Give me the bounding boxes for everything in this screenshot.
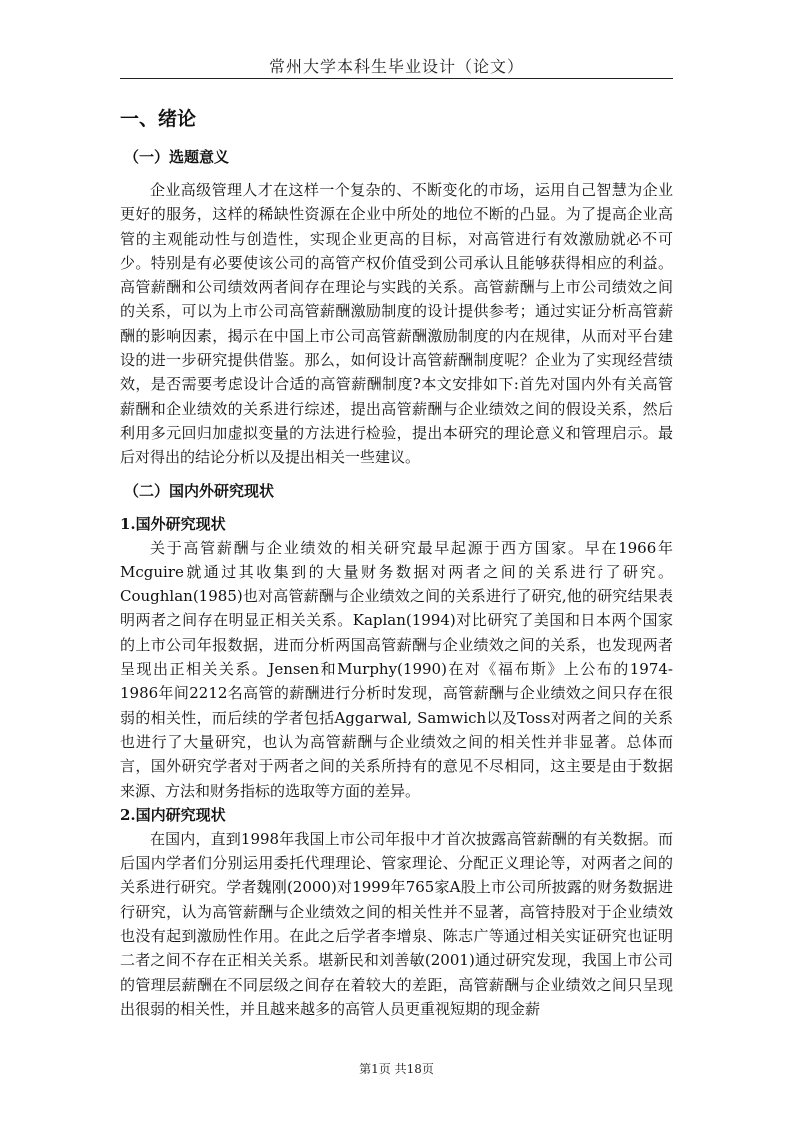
significance-paragraph: 企业高级管理人才在这样一个复杂的、不断变化的市场，运用自己智慧为企业更好的服务，这样的稀缺性资源在企业中所处的地位不断的凸显。为了提高企业高管的主观能动性与创造性，实现企业更高的目标，对高管进行有效激励就必不可少。特别是有必要使该公司的高管产权价值受到公司承认且能够获得相应的利益。高管薪酬和公司绩效两者间存在理论与实践的关系。高管薪酬与上市公司绩效之间的关系，可以为上市公司高管薪酬激励制度的设计提供参考；通过实证分析高管薪酬的影响因素，揭示在中国上市公司高管薪酬激励制度的内在规律，从而对平台建设的进一步研究提供借鉴。那么，如何设计高管薪酬制度呢？企业为了实现经营绩效，是否需要考虑设计合适的高管薪酬制度?本文安排如下:首先对国内外有关高管薪酬和企业绩效的关系进行综述，提出高管薪酬与企业绩效之间的假设关系，然后利用多元回归加虚拟变量的方法进行检验，提出本研究的理论意义和管理启示。最后对得出的结论分析以及提出相关一些建议。: [120, 181, 673, 467]
page-footer: 第1页 共18页: [359, 1062, 434, 1076]
page-header: 常州大学本科生毕业设计（论文）: [268, 57, 524, 76]
heading-foreign-research: 1.国外研究现状: [120, 514, 226, 533]
subsection-heading-research-status: （二）国内外研究现状: [124, 481, 275, 500]
domestic-research-paragraph: 在国内，直到1998年我国上市公司年报中才首次披露高管薪酬的有关数据。而后国内学者们分别运用委托代理理论、管家理论、分配正义理论等，对两者之间的关系进行研究。学者魏刚(2000)对1999年765家A股上市公司所披露的财务数据进行研究，认为高管薪酬与企业绩效之间的相关性并不显著，高管持股对于企业绩效也没有起到激励性作用。在此之后学者李增泉、陈志广等通过相关实证研究也证明二者之间不存在正相关关系。堪新民和刘善敏(2001)通过研究发现，我国上市公司的管理层薪酬在不同层级之间存在着较大的差距，高管薪酬与企业绩效之间只呈现出很弱的相关性，并且越来越多的高管人员更重视短期的现金薪: [120, 829, 673, 1018]
foreign-research-paragraph: 关于高管薪酬与企业绩效的相关研究最早起源于西方国家。早在1966年Mcguire就通过其收集到的大量财务数据对两者之间的关系进行了研究。Coughlan(1985)也对高管薪酬与企业绩效之间的关系进行了研究,他的研究结果表明两者之间存在明显正相关关系。Kaplan(1994)对比研究了美国和日本两个国家的上市公司年报数据，进而分析两国高管薪酬与企业绩效之间的关系，也发现两者呈现出正相关关系。Jensen和Murphy(1990)在对《福布斯》上公布的1974-1986年间2212名高管的薪酬进行分析时发现，高管薪酬与企业绩效之间只存在很弱的相关性，而后续的学者包括Aggarwal, Samwich以及Toss对两者之间的关系也进行了大量研究，也认为高管薪酬与企业绩效之间的相关性并非显著。总体而言，国外研究学者对于两者之间的关系所持有的意见不尽相同，这主要是由于数据来源、方法和财务指标的选取等方面的差异。: [120, 538, 673, 800]
document-body: [120, 104, 673, 1021]
section-heading: 一、绪论: [120, 108, 197, 130]
subsection-heading-significance: （一）选题意义: [124, 148, 230, 166]
header-rule: [120, 78, 673, 79]
heading-domestic-research: 2.国内研究现状: [120, 805, 226, 824]
